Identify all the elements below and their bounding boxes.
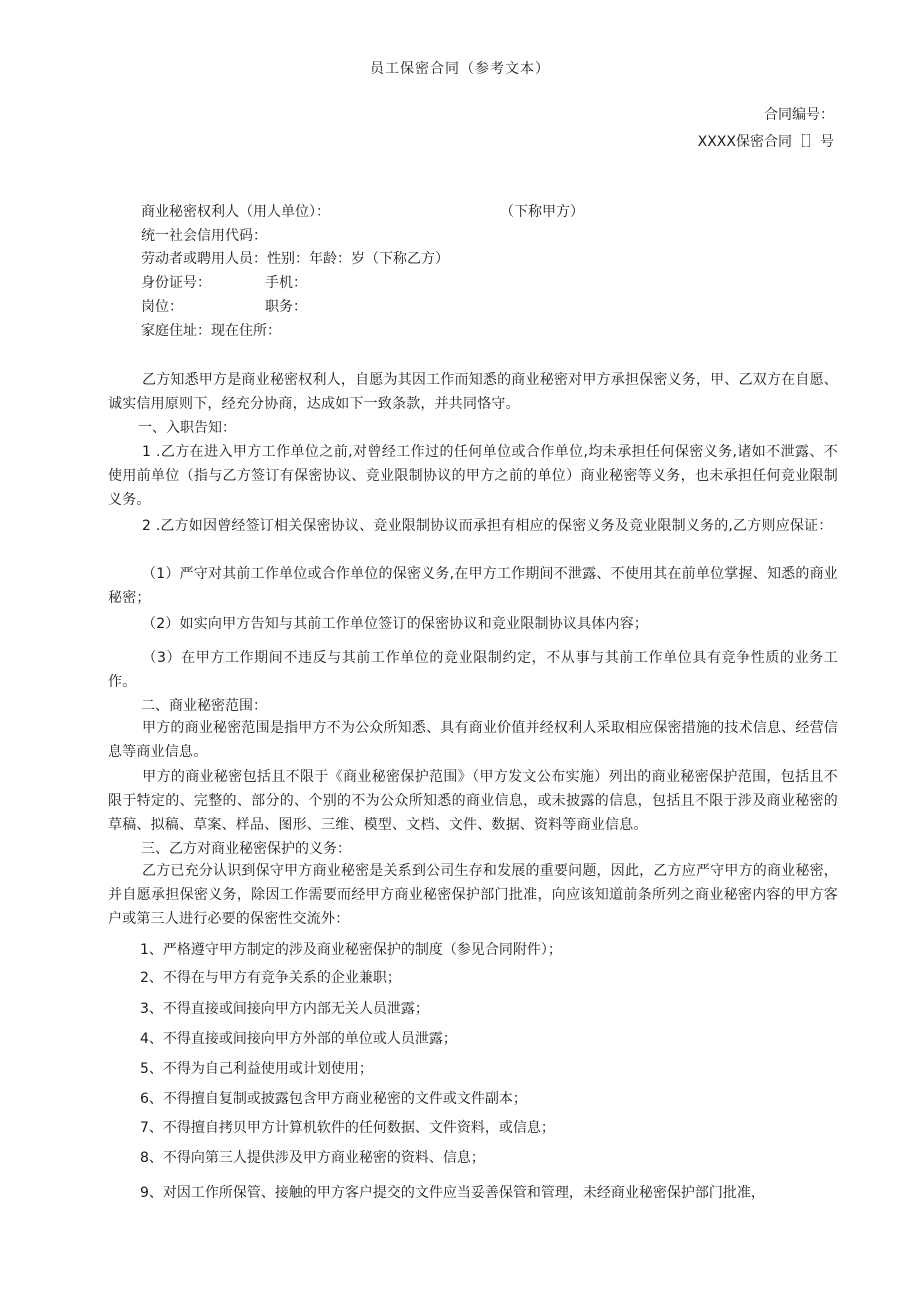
obligation-item: 2、不得在与甲方有竞争关系的企业兼职； [140,970,401,986]
obligation-item: 6、不得擅自复制或披露包含甲方商业秘密的文件或文件副本； [140,1091,527,1107]
post-label: 岗位： [141,299,183,315]
section-1-paragraph-2: 2 .乙方如因曾经签订相关保密协议、竞业限制协议而承担有相应的保密义务及竞业限制义务的,乙方则应保证： [142,518,833,534]
section-1-paragraph-1: 1 .乙方在进入甲方工作单位之前,对曾经工作过的任何单位或合作单位,均未承担任何保密义务,诸如不泄露、不使用前单位（指与乙方签订有保密协议、竞业限制协议的甲方之前的单位）商业秘密等义务，也未承担任何竞业限制义务。 [108,444,838,508]
section-1-clause-2: （2）如实向甲方告知与其前工作单位签订的保密协议和竞业限制协议具体内容； [142,616,649,632]
mobile-label: 手机： [265,275,307,291]
section-3-paragraph-1: 乙方已充分认识到保守甲方商业秘密是关系到公司生存和发展的重要问题，因此，乙方应严守甲方的商业秘密，并自愿承担保密义务，除因工作需要而经甲方商业秘密保护部门批准，向应该知道前条所列之商业秘密内容的甲方客户或第三人进行必要的保密性交流外： [108,863,838,927]
obligation-item: 9、对因工作所保管、接触的甲方客户提交的文件应当妥善保管和管理，未经商业秘密保护部门批准， [140,1185,765,1201]
duty-label: 职务： [265,299,307,315]
credit-code-line: 统一社会信用代码： [141,228,267,244]
obligation-item: 7、不得擅自拷贝甲方计算机软件的任何数据、文件资料，或信息； [140,1120,555,1136]
contract-number-value: XXXX保密合同［］号 [697,134,834,150]
obligation-item: 3、不得直接或间接向甲方内部无关人员泄露； [140,1001,429,1017]
obligation-item: 8、不得向第三人提供涉及甲方商业秘密的资料、信息； [140,1150,485,1166]
party-a-suffix: （下称甲方） [500,204,584,220]
obligation-item: 1、严格遵守甲方制定的涉及商业秘密保护的制度（参见合同附件）； [140,942,562,958]
obligation-item: 5、不得为自己利益使用或计划使用； [140,1061,373,1077]
contract-number-label: 合同编号： [764,107,834,123]
section-2-paragraph-2: 甲方的商业秘密包括且不限于《商业秘密保护范围》（甲方发文公布实施）列出的商业秘密保护范围，包括且不限于特定的、完整的、部分的、个别的不为公众所知悉的商业信息，或未披露的信息，包括且不限于涉及商业秘密的草稿、拟稿、草案、样品、图形、三维、模型、文档、文件、数据、资料等商业信息。 [108,769,838,833]
obligation-item: 4、不得直接或间接向甲方外部的单位或人员泄露； [140,1031,457,1047]
document-title: 员工保密合同（参考文本） [370,61,550,77]
section-1-clause-3: （3）在甲方工作期间不违反与其前工作单位的竞业限制约定，不从事与其前工作单位具有竞争性质的业务工作。 [108,650,838,690]
party-a-line: 商业秘密权利人（用人单位）： [141,204,330,220]
section-3-title: 三、乙方对商业秘密保护的义务： [141,841,351,857]
section-2-title: 二、商业秘密范围： [141,698,267,714]
party-b-line: 劳动者或聘用人员：性别：年龄：岁（下称乙方） [141,251,449,267]
intro-paragraph: 乙方知悉甲方是商业秘密权利人，自愿为其因工作而知悉的商业秘密对甲方承担保密义务，甲、乙双方在自愿、诚实信用原则下，经充分协商，达成如下一致条款，并共同恪守。 [108,372,838,412]
address-label: 家庭住址：现在住所： [141,323,281,339]
section-1-clause-1: （1）严守对其前工作单位或合作单位的保密义务,在甲方工作期间不泄露、不使用其在前单位掌握、知悉的商业秘密； [108,566,838,606]
section-1-title: 一、入职告知： [138,420,236,436]
section-2-paragraph-1: 甲方的商业秘密范围是指甲方不为公众所知悉、具有商业价值并经权利人采取相应保密措施的技术信息、经营信息等商业信息。 [108,720,838,760]
id-number-label: 身份证号： [141,275,211,291]
